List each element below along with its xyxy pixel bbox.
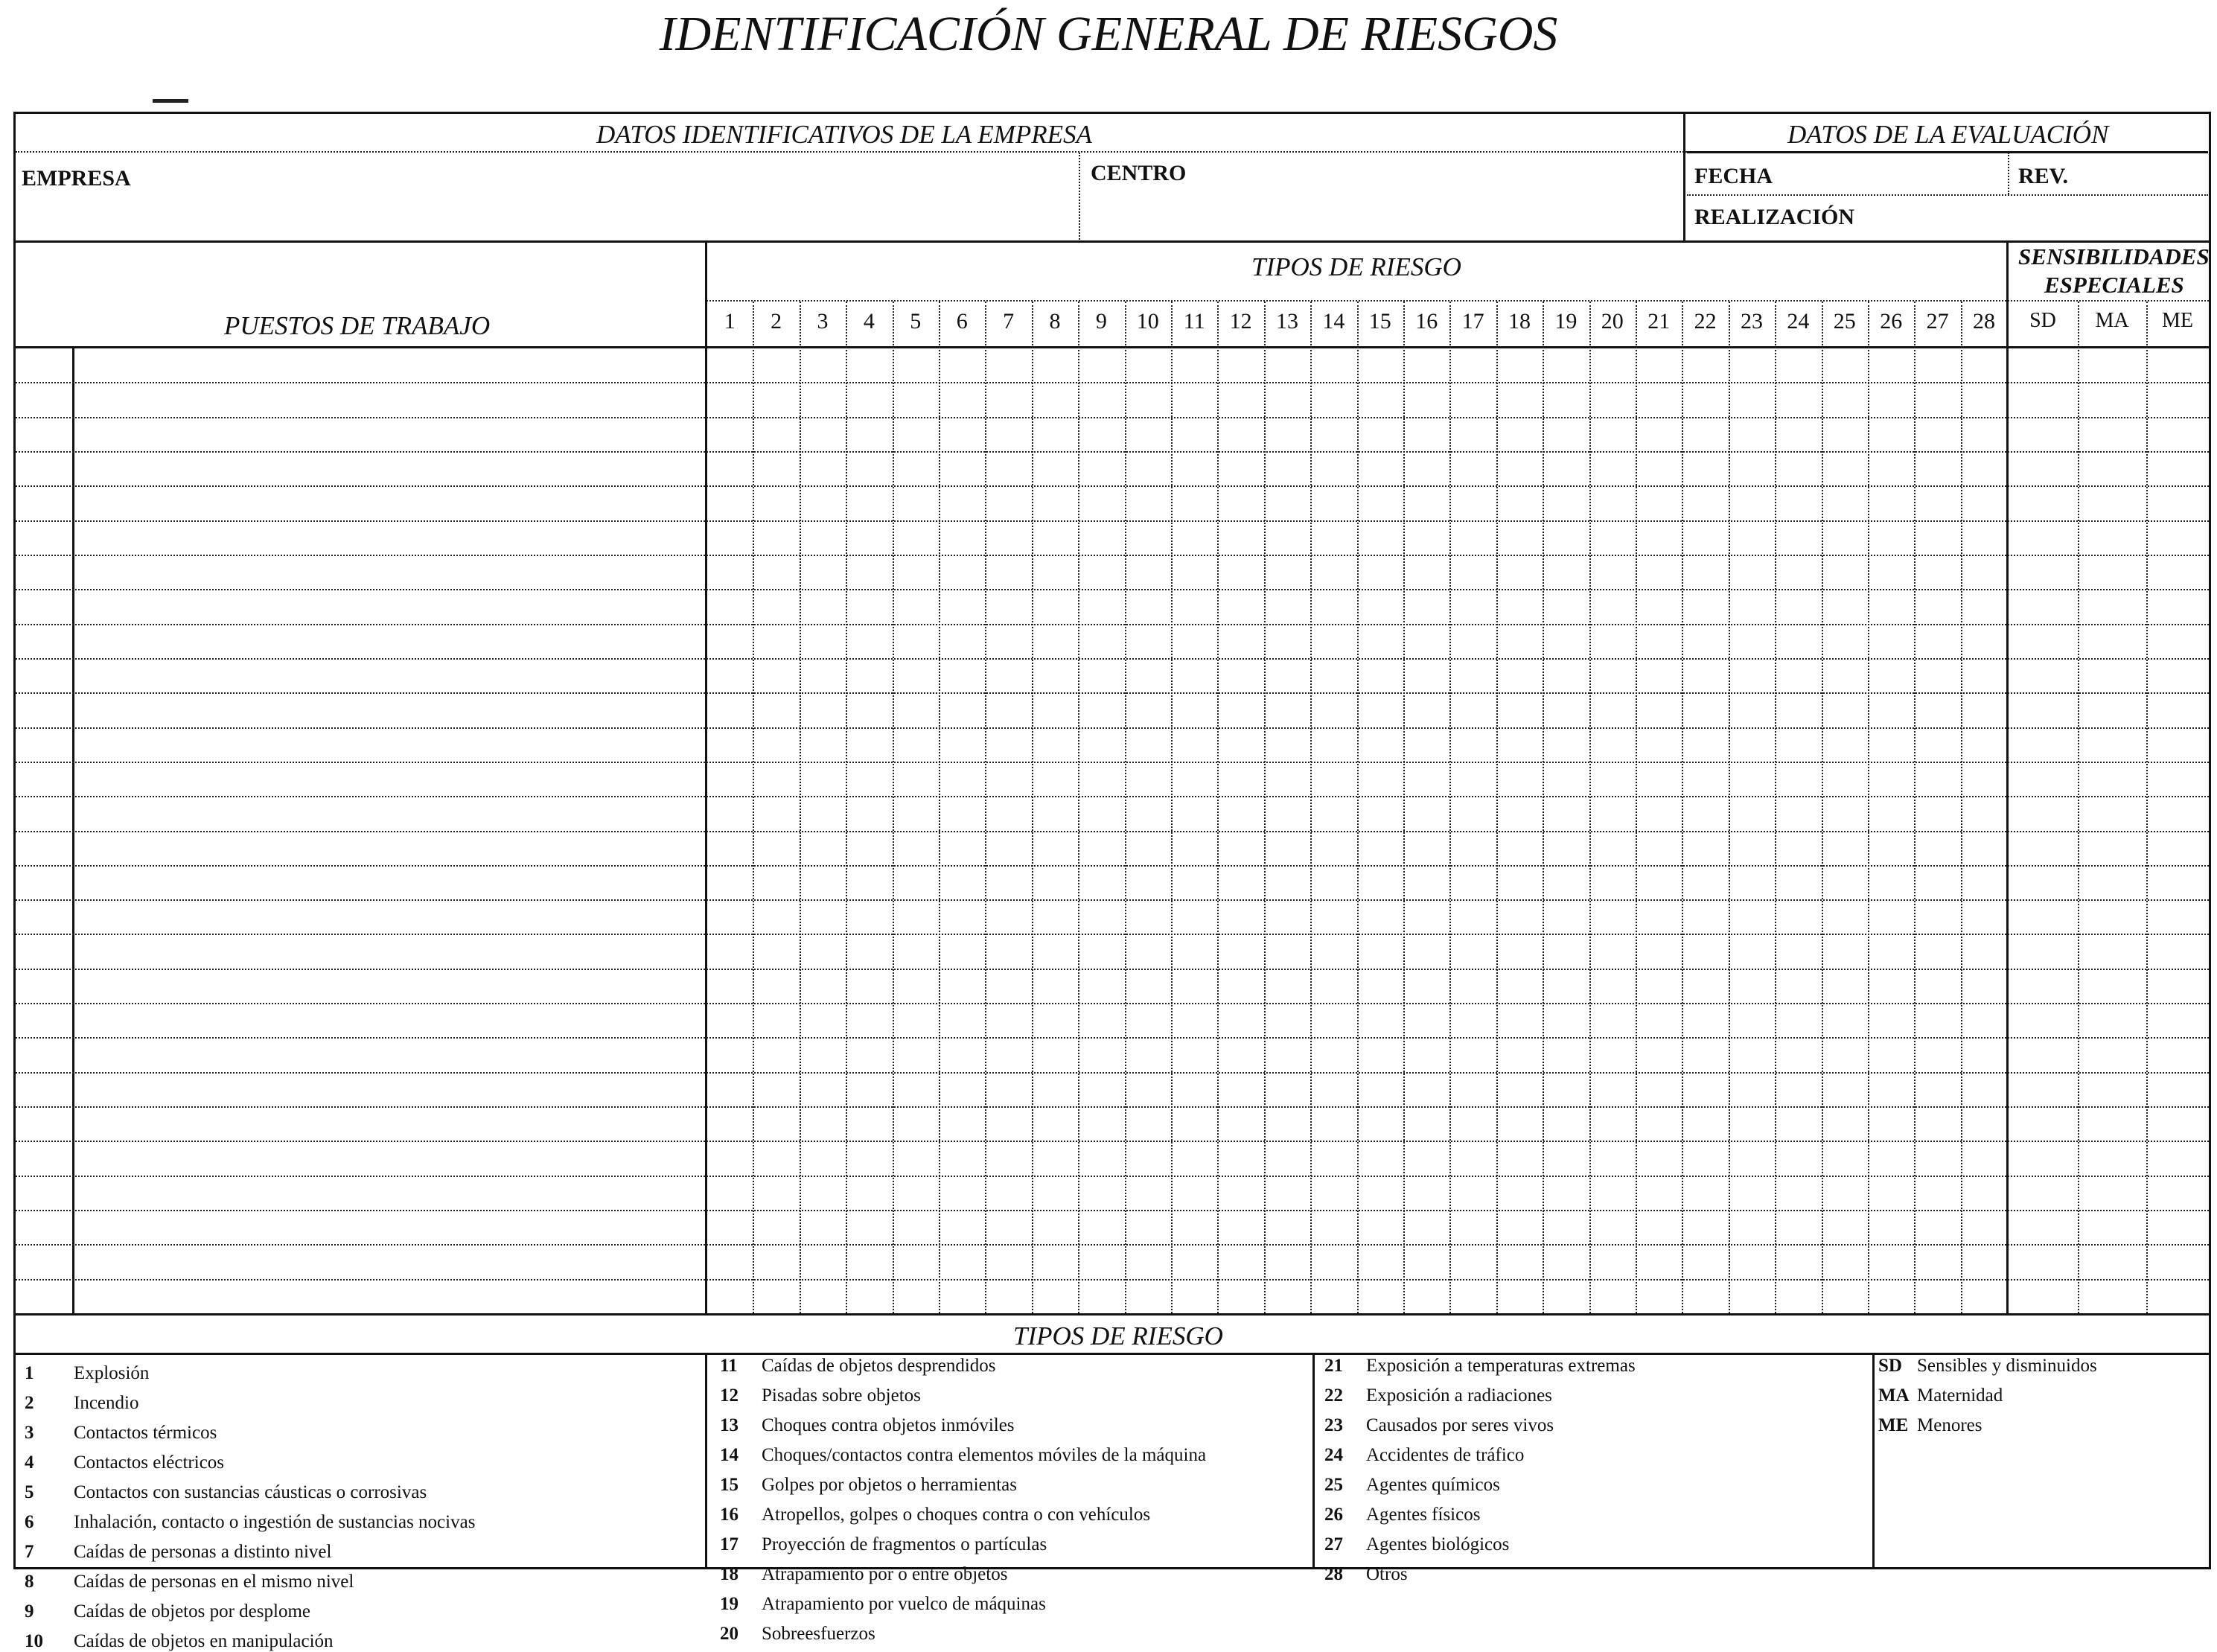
risk-column-number: 23 [1740, 309, 1763, 334]
legend-item-label: Pisadas sobre objetos [762, 1385, 921, 1406]
legend-item [1324, 1564, 1408, 1585]
row-divider [16, 1244, 705, 1246]
row-divider [16, 1106, 705, 1108]
legend-item-label: Caídas de personas en el mismo nivel [74, 1572, 354, 1592]
legend-item-label: Choques contra objetos inmóviles [762, 1415, 1015, 1435]
row-divider [706, 899, 2209, 901]
risk-column-divider [1217, 302, 1219, 1313]
row-divider [706, 1210, 2209, 1211]
legend-item-code: 24 [1324, 1445, 1343, 1465]
legend-item-code: 19 [720, 1594, 739, 1614]
row-divider [16, 589, 705, 590]
legend-item [1324, 1475, 1500, 1496]
risk-column-divider [1589, 302, 1591, 1313]
risk-column-divider [1961, 302, 1962, 1313]
risk-column-divider [893, 302, 894, 1313]
legend-item-code: SD [1878, 1356, 1902, 1376]
legend-item-label: Causados por seres vivos [1366, 1415, 1554, 1435]
legend-item-label: Atrapamiento por vuelco de máquinas [762, 1594, 1046, 1614]
row-divider [16, 796, 705, 797]
row-divider [16, 934, 705, 935]
legend-item-label: Explosión [74, 1363, 150, 1383]
legend-item [720, 1624, 875, 1645]
sensibilidades-heading-line1: SENSIBILIDADES [2018, 243, 2210, 270]
risk-column-divider [1310, 302, 1312, 1313]
risk-column-number: 24 [1787, 309, 1810, 334]
risk-column-number: 26 [1880, 309, 1903, 334]
legend-item-code: 9 [25, 1601, 34, 1621]
row-divider [16, 1141, 705, 1142]
row-divider [706, 1141, 2209, 1142]
row-divider [16, 899, 705, 901]
legend-item-label: Golpes por objetos o herramientas [762, 1475, 1017, 1495]
risk-column-number: 6 [956, 309, 968, 334]
title-underline-mark [153, 99, 188, 103]
sensitivity-column-code: MA [2095, 309, 2129, 332]
risk-column-number: 21 [1647, 309, 1671, 334]
risk-column-divider [1822, 302, 1823, 1313]
legend-item [25, 1363, 149, 1384]
risk-identification-form [13, 112, 2211, 1651]
legend-item [720, 1356, 996, 1377]
row-divider [16, 1003, 705, 1004]
page-title: IDENTIFICACIÓN GENERAL DE RIESGOS [659, 7, 1558, 61]
legend-item-code: 28 [1324, 1564, 1343, 1584]
risk-column-number: 4 [863, 309, 875, 334]
legend-item-code: 21 [1324, 1356, 1343, 1376]
row-divider [706, 1106, 2209, 1108]
risk-column-number: 2 [771, 309, 782, 334]
row-divider [706, 658, 2209, 660]
legend-item [25, 1452, 224, 1473]
row-divider [706, 1037, 2209, 1039]
legend-item-code: 10 [25, 1631, 43, 1651]
fecha-field-label: FECHA [1694, 164, 1773, 188]
risk-column-number: 25 [1833, 309, 1856, 334]
sensitivity-column-divider [2146, 302, 2148, 1313]
row-divider [16, 658, 705, 660]
row-divider [706, 1003, 2209, 1004]
risk-column-divider [1729, 302, 1730, 1313]
rev-field-label: REV. [2018, 164, 2068, 188]
risk-column-number: 3 [817, 309, 829, 334]
legend-item [720, 1385, 921, 1406]
row-divider [706, 831, 2209, 832]
legend-item-code: 12 [720, 1385, 739, 1406]
legend-item [25, 1601, 310, 1622]
legend-item-label: Inhalación, contacto o ingestión de sustancias nocivas [74, 1512, 476, 1532]
legend-item-label: Exposición a radiaciones [1366, 1385, 1552, 1406]
sensitivity-column-code: SD [2029, 309, 2056, 332]
legend-item-code: 13 [720, 1415, 739, 1435]
legend-item [720, 1505, 1150, 1525]
risk-column-divider [1543, 302, 1544, 1313]
legend-item-label: Contactos térmicos [74, 1423, 217, 1443]
legend-item-label: Caídas de objetos desprendidos [762, 1356, 996, 1376]
legend-item-code: 3 [25, 1423, 34, 1443]
risk-column-number: 20 [1601, 309, 1624, 334]
risk-column-divider [1357, 302, 1359, 1313]
row-divider [16, 1176, 705, 1177]
risk-column-number: 16 [1415, 309, 1438, 334]
legend-item [1324, 1534, 1509, 1555]
legend-item [25, 1423, 217, 1444]
row-divider [706, 1176, 2209, 1177]
legend-item [25, 1512, 475, 1533]
risk-column-number: 17 [1461, 309, 1484, 334]
sensibilidades-heading-line2: ESPECIALES [2044, 272, 2184, 298]
risk-column-number: 27 [1926, 309, 1949, 334]
legend-item-code: 4 [25, 1452, 34, 1473]
row-divider [706, 451, 2209, 453]
row-divider [706, 417, 2209, 418]
row-divider [16, 969, 705, 970]
legend-item [25, 1482, 427, 1503]
risk-column-divider [1775, 302, 1776, 1313]
risk-column-number: 28 [1972, 309, 1995, 334]
legend-item-label: Proyección de fragmentos o partículas [762, 1534, 1047, 1554]
risk-column-divider [1449, 302, 1451, 1313]
row-divider [706, 589, 2209, 590]
row-divider [16, 727, 705, 729]
row-divider [16, 1210, 705, 1211]
legend-item-label: Otros [1366, 1564, 1408, 1584]
legend-item [25, 1393, 138, 1414]
evaluation-section-heading: DATOS DE LA EVALUACIÓN [1787, 120, 2109, 149]
risk-column-number: 15 [1368, 309, 1391, 334]
legend-item-code: 15 [720, 1475, 739, 1495]
risk-column-number: 12 [1229, 309, 1252, 334]
row-divider [706, 485, 2209, 487]
legend-item [720, 1415, 1015, 1436]
row-divider [16, 417, 705, 418]
legend-item-label: Caídas de objetos en manipulación [74, 1631, 334, 1651]
legend-item [1324, 1415, 1554, 1436]
row-divider [706, 934, 2209, 935]
risk-column-divider [1403, 302, 1405, 1313]
realizacion-field-label: REALIZACIÓN [1694, 205, 1855, 229]
legend-item [720, 1594, 1046, 1615]
risk-column-divider [985, 302, 986, 1313]
risk-column-number: 18 [1508, 309, 1531, 334]
legend-item-code: 2 [25, 1393, 34, 1413]
puestos-de-trabajo-heading: PUESTOS DE TRABAJO [224, 311, 491, 340]
legend-item [1324, 1385, 1552, 1406]
legend-item-code: 27 [1324, 1534, 1343, 1554]
legend-item-label: Exposición a temperaturas extremas [1366, 1356, 1636, 1376]
legend-item-code: 22 [1324, 1385, 1343, 1406]
legend-item [1324, 1356, 1636, 1377]
legend-item-code: 17 [720, 1534, 739, 1554]
row-divider [706, 692, 2209, 694]
legend-item [25, 1572, 354, 1592]
risk-column-divider [1125, 302, 1126, 1313]
legend-item [25, 1631, 334, 1652]
legend-heading: TIPOS DE RIESGO [1013, 1321, 1223, 1350]
row-divider [706, 382, 2209, 383]
risk-column-divider [1682, 302, 1683, 1313]
row-divider [16, 692, 705, 694]
legend-item-label: Atrapamiento por o entre objetos [762, 1564, 1008, 1584]
row-divider [706, 1072, 2209, 1074]
legend-item-code: 11 [720, 1356, 738, 1376]
risk-column-number: 1 [724, 309, 736, 334]
company-section-heading: DATOS IDENTIFICATIVOS DE LA EMPRESA [596, 120, 1092, 149]
row-divider [706, 727, 2209, 729]
row-divider [16, 451, 705, 453]
legend-item-label: Sensibles y disminuidos [1917, 1356, 2097, 1376]
legend-item-code: 20 [720, 1624, 739, 1644]
risk-column-divider [800, 302, 801, 1313]
risk-column-divider [1496, 302, 1498, 1313]
risk-column-number: 11 [1183, 309, 1205, 334]
row-divider [16, 520, 705, 522]
legend-item-label: Choques/contactos contra elementos móviles de la máquina [762, 1445, 1207, 1465]
legend-item-label: Incendio [74, 1393, 139, 1413]
risk-column-number: 22 [1694, 309, 1717, 334]
legend-item-code: 25 [1324, 1475, 1343, 1495]
risk-column-divider [1078, 302, 1079, 1313]
row-divider [16, 1279, 705, 1281]
legend-item-code: 7 [25, 1542, 34, 1562]
legend-item-label: Agentes químicos [1366, 1475, 1500, 1495]
empresa-field-label: EMPRESA [22, 166, 131, 191]
legend-item [1878, 1385, 2003, 1406]
row-divider [706, 969, 2209, 970]
risk-column-divider [1868, 302, 1869, 1313]
risk-column-divider [1171, 302, 1173, 1313]
legend-item-code: 14 [720, 1445, 739, 1465]
risk-column-divider [753, 302, 754, 1313]
legend-item-label: Contactos eléctricos [74, 1452, 225, 1473]
risk-column-divider [1032, 302, 1033, 1313]
risk-column-divider [1264, 302, 1266, 1313]
legend-item-label: Accidentes de tráfico [1366, 1445, 1525, 1465]
risk-column-number: 9 [1095, 309, 1107, 334]
risk-column-divider [846, 302, 847, 1313]
legend-item [720, 1564, 1007, 1585]
legend-item-code: MA [1878, 1385, 1910, 1406]
row-divider [706, 1279, 2209, 1281]
row-divider [16, 555, 705, 556]
risk-column-number: 14 [1322, 309, 1345, 334]
legend-item-code: 1 [25, 1363, 34, 1383]
sensitivity-column-divider [2078, 302, 2079, 1313]
tipos-de-riesgo-heading: TIPOS DE RIESGO [1251, 252, 1461, 281]
row-divider [16, 382, 705, 383]
legend-item [720, 1445, 1206, 1466]
row-divider [16, 762, 705, 763]
risk-column-number: 7 [1003, 309, 1015, 334]
legend-item-code: 8 [25, 1572, 34, 1592]
centro-field-label: CENTRO [1091, 161, 1187, 185]
legend-item-code: ME [1878, 1415, 1909, 1435]
legend-item-label: Menores [1917, 1415, 1982, 1435]
legend-item [720, 1475, 1017, 1496]
risk-column-divider [939, 302, 940, 1313]
row-divider [16, 831, 705, 832]
row-divider [706, 865, 2209, 867]
row-divider [706, 1244, 2209, 1246]
risk-column-number: 13 [1275, 309, 1298, 334]
row-divider [706, 762, 2209, 763]
row-divider [706, 624, 2209, 625]
legend-item-label: Caídas de personas a distinto nivel [74, 1542, 332, 1562]
row-divider [16, 624, 705, 625]
row-divider [706, 520, 2209, 522]
row-divider [16, 1037, 705, 1039]
risk-column-divider [1914, 302, 1915, 1313]
legend-item [1324, 1445, 1524, 1466]
row-divider [706, 796, 2209, 797]
row-divider [16, 1072, 705, 1074]
legend-item-code: 6 [25, 1512, 34, 1532]
risk-column-number: 8 [1049, 309, 1061, 334]
legend-item-code: 16 [720, 1505, 739, 1525]
row-divider [706, 555, 2209, 556]
row-divider [16, 485, 705, 487]
row-divider [16, 865, 705, 867]
legend-item [1878, 1415, 1982, 1436]
legend-item-code: 26 [1324, 1505, 1343, 1525]
legend-item-label: Caídas de objetos por desplome [74, 1601, 310, 1621]
risk-column-number: 5 [910, 309, 922, 334]
legend-item-label: Agentes físicos [1366, 1505, 1481, 1525]
risk-column-divider [1636, 302, 1637, 1313]
legend-item-label: Atropellos, golpes o choques contra o con vehículos [762, 1505, 1151, 1525]
legend-item [1324, 1505, 1480, 1525]
legend-item-code: 23 [1324, 1415, 1343, 1435]
legend-item-label: Maternidad [1917, 1385, 2003, 1406]
legend-item-code: 5 [25, 1482, 34, 1502]
risk-column-number: 10 [1136, 309, 1159, 334]
legend-item [25, 1542, 331, 1563]
legend-item-label: Contactos con sustancias cáusticas o corrosivas [74, 1482, 427, 1502]
sensitivity-column-code: ME [2162, 309, 2193, 332]
legend-item-label: Agentes biológicos [1366, 1534, 1510, 1554]
legend-item [720, 1534, 1047, 1555]
risk-column-number: 19 [1554, 309, 1578, 334]
legend-item [1878, 1356, 2097, 1377]
legend-item-code: 18 [720, 1564, 739, 1584]
legend-item-label: Sobreesfuerzos [762, 1624, 875, 1644]
